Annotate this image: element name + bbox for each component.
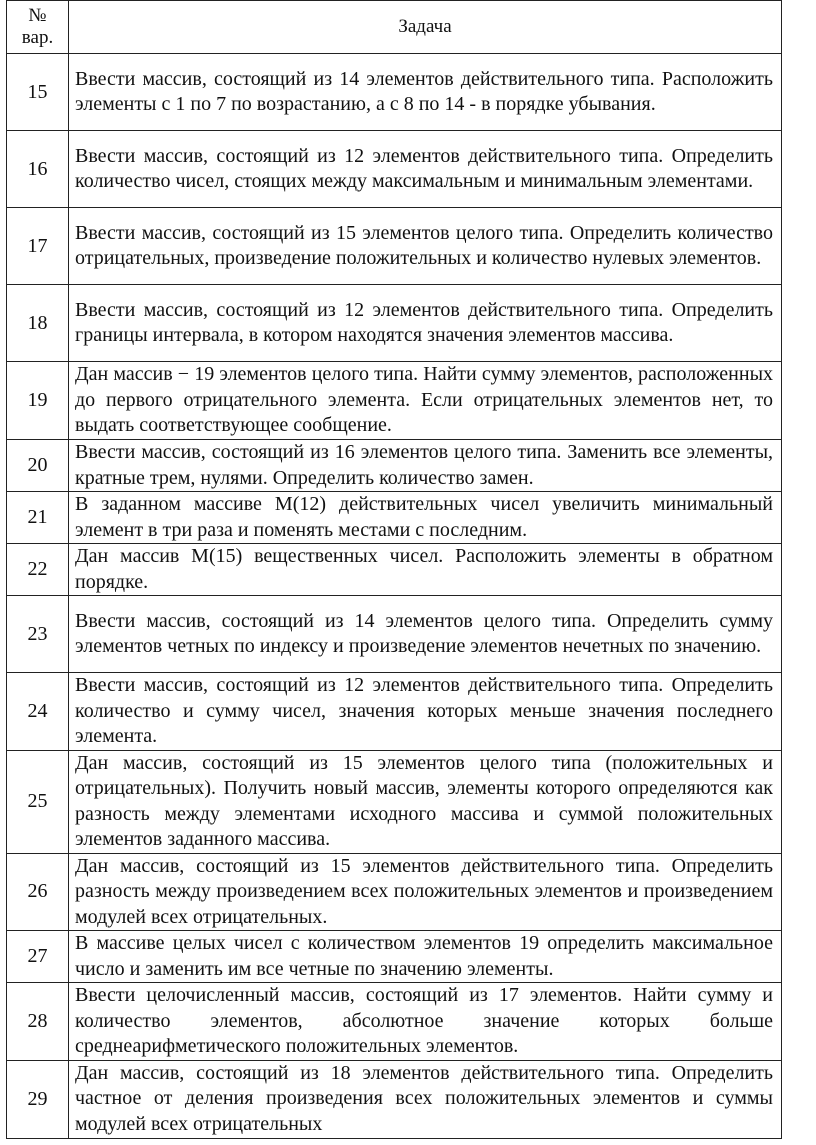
tasks-table [6, 0, 782, 1139]
variant-number: 16 [7, 131, 69, 208]
variant-number: 28 [7, 983, 69, 1061]
table-row [7, 492, 782, 544]
variant-number: 17 [7, 208, 69, 285]
task-text: Дан массив, состоящий из 15 элементов действительного типа. Определить разность между произведением всех положительных элементов и произведением модулей всех отрицательных. [69, 853, 782, 931]
variant-number: 15 [7, 54, 69, 131]
table-row [7, 596, 782, 673]
table-row [7, 1060, 782, 1138]
table-row [7, 285, 782, 362]
variant-number: 27 [7, 931, 69, 983]
variant-number: 22 [7, 544, 69, 596]
variant-number: 18 [7, 285, 69, 362]
task-header: Задача [69, 1, 782, 54]
table-row [7, 983, 782, 1061]
variant-number: 20 [7, 440, 69, 492]
task-text: Ввести массив, состоящий из 16 элементов целого типа. Заменить все элементы, кратные трем, нулями. Определить количество замен. [69, 440, 782, 492]
table-header-row [7, 1, 782, 54]
task-text: Ввести массив, состоящий из 14 элементов действительного типа. Расположить элементы с 1 по 7 по возрастанию, а с 8 по 14 - в порядке убывания. [69, 54, 782, 131]
task-text: Дан массив − 19 элементов целого типа. Найти сумму элементов, расположенных до первого отрицательного элемента. Если отрицательных элементов нет, то выдать соответствующее сообщение. [69, 362, 782, 440]
variant-number: 26 [7, 853, 69, 931]
task-text: Дан массив M(15) вещественных чисел. Расположить элементы в обратном порядке. [69, 544, 782, 596]
variant-number: 23 [7, 596, 69, 673]
task-text: Ввести массив, состоящий из 15 элементов целого типа. Определить количество отрицательных, произведение положительных и количество нулевых элементов. [69, 208, 782, 285]
task-text: Ввести целочисленный массив, состоящий из 17 элементов. Найти сумму и количество элементов, абсолютное значение которых больше среднеарифметического положительных элементов. [69, 983, 782, 1061]
task-text: В массиве целых чисел с количеством элементов 19 определить максимальное число и заменить им все четные по значению элементы. [69, 931, 782, 983]
task-text: Ввести массив, состоящий из 12 элементов действительного типа. Определить количество чисел, стоящих между максимальным и минимальным элементами. [69, 131, 782, 208]
variant-number: 25 [7, 750, 69, 853]
table-row [7, 750, 782, 853]
task-text: Ввести массив, состоящий из 12 элементов действительного типа. Определить количество и сумму чисел, значения которых меньше значения последнего элемента. [69, 673, 782, 751]
table-row [7, 131, 782, 208]
variant-number: 21 [7, 492, 69, 544]
table-row [7, 931, 782, 983]
task-text: Дан массив, состоящий из 18 элементов действительного типа. Определить частное от деления произведения всех положительных элементов и суммы модулей всех отрицательных [69, 1060, 782, 1138]
variant-number: 24 [7, 673, 69, 751]
variant-number: 19 [7, 362, 69, 440]
task-text: В заданном массиве M(12) действительных чисел увеличить минимальный элемент в три раза и поменять местами с последним. [69, 492, 782, 544]
table-row [7, 853, 782, 931]
task-text: Дан массив, состоящий из 15 элементов целого типа (положительных и отрицательных). Получить новый массив, элементы которого определяются как разность между элементами исходного массива и суммой положительных элементов заданного массива. [69, 750, 782, 853]
variant-number-header [7, 1, 69, 54]
table-row [7, 362, 782, 440]
variant-number-header-line2: вар. [21, 27, 54, 48]
task-text: Ввести массив, состоящий из 14 элементов целого типа. Определить сумму элементов четных по индексу и произведение элементов нечетных по значению. [69, 596, 782, 673]
table-row [7, 208, 782, 285]
variant-number: 29 [7, 1060, 69, 1138]
table-row [7, 440, 782, 492]
task-text: Ввести массив, состоящий из 12 элементов действительного типа. Определить границы интервала, в котором находятся значения элементов массива. [69, 285, 782, 362]
variant-number-header-line1: № [28, 5, 47, 26]
table-row [7, 544, 782, 596]
table-row [7, 54, 782, 131]
table-row [7, 673, 782, 751]
